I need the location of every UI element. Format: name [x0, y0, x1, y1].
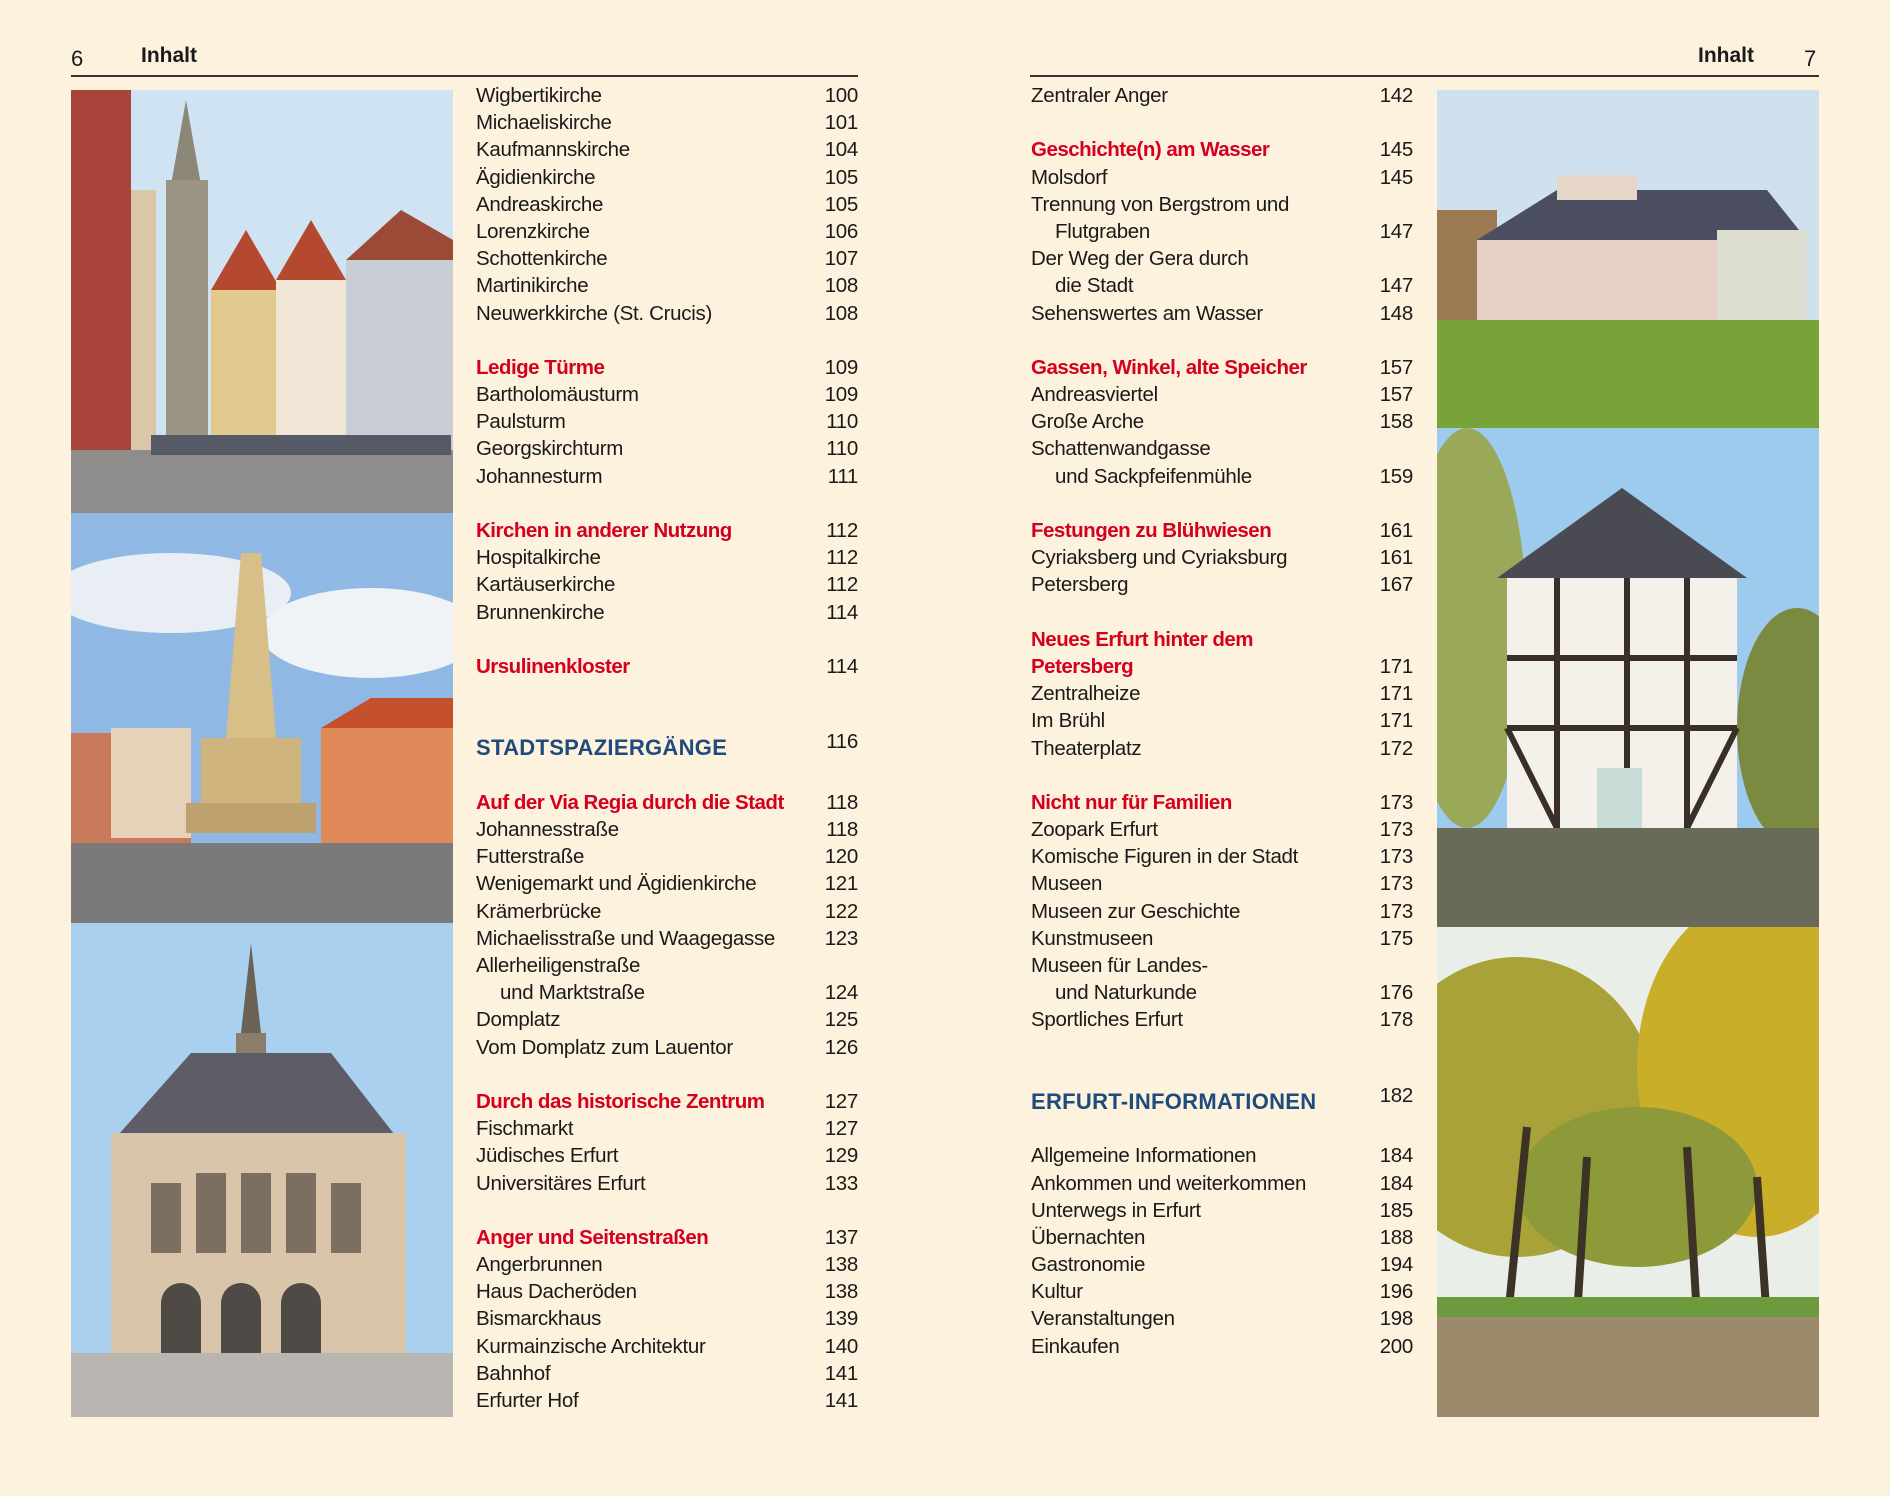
toc-entry[interactable] [476, 1034, 858, 1061]
entry-title: Johannesturm [476, 464, 603, 488]
toc-entry[interactable] [476, 136, 858, 163]
entry-page-number: 173 [1379, 872, 1413, 896]
toc-entry[interactable] [476, 218, 858, 245]
entry-title: Große Arche [1031, 410, 1144, 434]
entry-title: Anger und Seitenstraßen [476, 1225, 709, 1249]
entry-page-number: 173 [1379, 818, 1413, 842]
toc-entry[interactable] [476, 300, 858, 327]
entry-page-number: 161 [1379, 519, 1413, 542]
entry-page-number: 171 [1379, 682, 1413, 706]
toc-entry[interactable] [1031, 1006, 1413, 1033]
entry-title: Trennung von Bergstrom und [1031, 192, 1290, 216]
entry-title: Ankommen und weiterkommen [1031, 1171, 1307, 1195]
entry-title: Kirchen in anderer Nutzung [476, 519, 732, 542]
entry-title: Zoopark Erfurt [1031, 818, 1158, 842]
entry-page-number: 100 [824, 84, 858, 107]
toc-entry[interactable] [476, 191, 858, 218]
entry-title: Hospitalkirche [476, 546, 601, 570]
entry-title: Martinikirche [476, 274, 589, 298]
entry-page-number: 161 [1379, 546, 1413, 570]
toc-entry[interactable] [1031, 925, 1413, 952]
toc-entry[interactable] [476, 544, 858, 571]
entry-title: Futterstraße [476, 845, 585, 869]
entry-page-number: 171 [1379, 654, 1413, 678]
entry-title: Michaelisstraße und Waagegasse [476, 926, 776, 950]
header-rule-right [1030, 75, 1819, 77]
entry-page-number: 158 [1379, 410, 1413, 434]
entry-title: Erfurter Hof [476, 1389, 579, 1413]
toc-entry[interactable] [1031, 898, 1413, 925]
entry-title: Sportliches Erfurt [1031, 1008, 1183, 1032]
entry-page-number: 110 [826, 437, 858, 461]
entry-title: Kunstmuseen [1031, 926, 1154, 950]
toc-left-column [476, 82, 858, 1414]
page-number-left: 6 [71, 46, 84, 71]
toc-entry[interactable] [476, 816, 858, 843]
toc-entry[interactable] [476, 1278, 858, 1305]
toc-entry[interactable] [1031, 571, 1413, 598]
entry-page-number: 157 [1379, 355, 1413, 379]
toc-entry[interactable] [1031, 1305, 1413, 1332]
entry-title: Andreaskirche [476, 192, 604, 216]
entry-title: Festungen zu Blühwiesen [1031, 519, 1272, 542]
entry-page-number: 120 [824, 845, 858, 869]
entry-title: Cyriaksberg und Cyriaksburg [1031, 546, 1288, 570]
entry-page-number: 108 [824, 301, 858, 325]
toc-entry[interactable] [1031, 164, 1413, 191]
photo-street-with-tower [71, 90, 453, 513]
chapter-heading[interactable] [476, 1088, 858, 1115]
chapter-heading[interactable] [1031, 517, 1413, 544]
entry-page-number: 106 [824, 219, 858, 243]
page-number-right: 7 [1804, 46, 1817, 71]
toc-entry-continued[interactable] [1031, 463, 1413, 490]
entry-page-number: 124 [824, 981, 858, 1005]
toc-entry-continued[interactable] [476, 979, 858, 1006]
entry-page-number: 112 [826, 573, 858, 597]
toc-entry[interactable] [476, 381, 858, 408]
entry-title: Bismarckhaus [476, 1307, 602, 1331]
toc-entry[interactable] [476, 1305, 858, 1332]
entry-title: Schattenwandgasse [1031, 437, 1211, 461]
entry-page-number: 172 [1379, 736, 1413, 760]
toc-entry[interactable] [476, 870, 858, 897]
entry-title: Petersberg [1031, 654, 1134, 678]
entry-page-number: 184 [1379, 1144, 1413, 1168]
entry-title: Universitäres Erfurt [476, 1171, 646, 1195]
entry-page-number: 178 [1379, 1008, 1413, 1032]
entry-page-number: 157 [1379, 383, 1413, 407]
entry-title: Kultur [1031, 1280, 1083, 1304]
toc-entry[interactable] [476, 843, 858, 870]
entry-title: und Marktstraße [500, 981, 645, 1005]
entry-page-number: 104 [824, 138, 858, 162]
chapter-heading[interactable] [1031, 136, 1413, 163]
entry-title: Neuwerkkirche (St. Crucis) [476, 301, 712, 325]
entry-page-number: 109 [824, 383, 858, 407]
entry-page-number: 200 [1379, 1334, 1413, 1358]
entry-page-number: 173 [1379, 845, 1413, 869]
entry-title: Flutgraben [1055, 219, 1151, 243]
entry-title: Kartäuserkirche [476, 573, 616, 597]
toc-entry[interactable] [476, 435, 858, 462]
entry-title: Allerheiligenstraße [476, 954, 641, 978]
entry-title: Der Weg der Gera durch [1031, 247, 1249, 271]
toc-entry[interactable] [1031, 870, 1413, 897]
photo-half-timbered-house [1437, 428, 1819, 927]
entry-page-number: 141 [824, 1389, 858, 1413]
entry-page-number: 125 [824, 1008, 858, 1032]
entry-page-number: 147 [1379, 274, 1413, 298]
photo-town-hall [71, 923, 453, 1417]
toc-entry[interactable] [1031, 816, 1413, 843]
entry-title: die Stadt [1055, 274, 1134, 298]
chapter-heading[interactable] [476, 354, 858, 381]
entry-page-number: 111 [827, 464, 858, 488]
entry-title: Neues Erfurt hinter dem [1031, 627, 1254, 651]
entry-title: Krämerbrücke [476, 899, 602, 923]
entry-page-number: 126 [824, 1035, 858, 1059]
entry-page-number: 167 [1379, 573, 1413, 597]
entry-page-number: 118 [826, 790, 858, 814]
entry-title: Ägidienkirche [476, 165, 596, 189]
entry-title: Ursulinenkloster [476, 654, 630, 678]
entry-page-number [1369, 245, 1413, 272]
entry-page-number [1369, 191, 1413, 218]
entry-page-number: 173 [1379, 899, 1413, 923]
entry-page-number: 116 [826, 730, 858, 754]
toc-entry[interactable] [1031, 82, 1413, 109]
header-rule-left [71, 75, 858, 77]
entry-title: Lorenzkirche [476, 219, 590, 243]
toc-entry[interactable] [476, 898, 858, 925]
toc-entry[interactable] [476, 1115, 858, 1142]
toc-entry[interactable] [1031, 952, 1413, 979]
entry-title: Durch das historische Zentrum [476, 1089, 765, 1113]
entry-page-number: 118 [826, 818, 858, 842]
toc-entry[interactable] [476, 599, 858, 626]
toc-entry[interactable] [476, 952, 858, 979]
toc-entry[interactable] [476, 1360, 858, 1387]
entry-page-number: 129 [824, 1144, 858, 1168]
entry-title: Kaufmannskirche [476, 138, 630, 162]
entry-title: Wenigemarkt und Ägidienkirche [476, 872, 757, 896]
entry-title: Bahnhof [476, 1361, 551, 1385]
entry-page-number: 182 [1379, 1083, 1413, 1107]
chapter-heading[interactable] [1031, 789, 1413, 816]
toc-entry[interactable] [1031, 1278, 1413, 1305]
entry-title: Sehenswertes am Wasser [1031, 301, 1263, 325]
entry-page-number: 141 [824, 1361, 858, 1385]
toc-entry-continued[interactable] [1031, 979, 1413, 1006]
toc-entry[interactable] [1031, 1197, 1413, 1224]
entry-title: Gastronomie [1031, 1253, 1146, 1277]
entry-page-number: 105 [824, 192, 858, 216]
entry-page-number: 145 [1379, 138, 1413, 162]
photo-molsdorf-palace [1437, 90, 1819, 428]
entry-title: Einkaufen [1031, 1334, 1120, 1358]
entry-title: und Sackpfeifenmühle [1055, 464, 1252, 488]
entry-page-number: 185 [1379, 1198, 1413, 1222]
toc-entry[interactable] [1031, 544, 1413, 571]
toc-entry[interactable] [476, 571, 858, 598]
toc-entry[interactable] [476, 925, 858, 952]
entry-page-number [1369, 435, 1413, 462]
entry-page-number: 123 [824, 926, 858, 950]
toc-entry[interactable] [476, 1170, 858, 1197]
entry-page-number: 138 [824, 1253, 858, 1277]
toc-entry[interactable] [476, 1387, 858, 1414]
entry-page-number: 127 [824, 1117, 858, 1141]
toc-right-column [1031, 82, 1413, 1360]
running-head-right: Inhalt [1698, 44, 1754, 67]
entry-page-number: 194 [1379, 1253, 1413, 1277]
entry-page-number: 142 [1379, 84, 1413, 107]
toc-entry[interactable] [476, 408, 858, 435]
toc-entry[interactable] [1031, 1142, 1413, 1169]
entry-title: Gassen, Winkel, alte Speicher [1031, 355, 1307, 379]
toc-entry[interactable] [1031, 1251, 1413, 1278]
toc-entry[interactable] [476, 1333, 858, 1360]
entry-page-number: 108 [824, 274, 858, 298]
entry-page-number: 112 [826, 546, 858, 570]
entry-title: Wigbertikirche [476, 84, 602, 107]
entry-title: und Naturkunde [1055, 981, 1197, 1005]
entry-page-number: 137 [824, 1225, 858, 1249]
photo-autumn-park [1437, 927, 1819, 1417]
toc-entry-continued[interactable] [1031, 272, 1413, 299]
toc-entry[interactable] [476, 1142, 858, 1169]
entry-title: Zentralheize [1031, 682, 1141, 706]
entry-title: Schottenkirche [476, 247, 608, 271]
entry-page-number: 122 [824, 899, 858, 923]
chapter-heading[interactable] [476, 653, 858, 680]
entry-title: Ledige Türme [476, 355, 605, 379]
toc-entry[interactable] [1031, 843, 1413, 870]
toc-entry[interactable] [1031, 1170, 1413, 1197]
toc-entry[interactable] [1031, 735, 1413, 762]
entry-page-number: 133 [824, 1171, 858, 1195]
toc-entry-continued[interactable] [1031, 218, 1413, 245]
entry-title: Zentraler Anger [1031, 84, 1168, 107]
entry-page-number: 188 [1379, 1225, 1413, 1249]
entry-page-number: 198 [1379, 1307, 1413, 1331]
entry-title: ERFURT-INFORMATIONEN [1031, 1088, 1317, 1114]
entry-title: Allgemeine Informationen [1031, 1144, 1257, 1168]
toc-entry[interactable] [476, 1006, 858, 1033]
entry-page-number: 107 [824, 247, 858, 271]
photo-obelisk-square [71, 513, 453, 923]
entry-title: Museen zur Geschichte [1031, 899, 1241, 923]
toc-entry[interactable] [1031, 408, 1413, 435]
toc-entry[interactable] [1031, 191, 1413, 218]
entry-title: Georgskirchturm [476, 437, 624, 461]
entry-page-number [814, 952, 858, 979]
entry-title: Angerbrunnen [476, 1253, 603, 1277]
chapter-heading[interactable] [476, 789, 858, 816]
entry-page-number: 127 [824, 1089, 858, 1113]
entry-title: Unterwegs in Erfurt [1031, 1198, 1201, 1222]
entry-page-number: 121 [824, 872, 858, 896]
entry-title: Geschichte(n) am Wasser [1031, 138, 1270, 162]
entry-title: Johannesstraße [476, 818, 619, 842]
chapter-heading-continued[interactable] [1031, 653, 1413, 680]
entry-title: Haus Dacheröden [476, 1280, 637, 1304]
toc-entry[interactable] [476, 272, 858, 299]
entry-title: Vom Domplatz zum Lauentor [476, 1035, 733, 1059]
toc-entry[interactable] [1031, 435, 1413, 462]
entry-title: Jüdisches Erfurt [476, 1144, 619, 1168]
entry-page-number: 112 [826, 519, 858, 542]
toc-entry[interactable] [1031, 1333, 1413, 1360]
entry-title: Kurmainzische Architektur [476, 1334, 706, 1358]
entry-page-number: 175 [1379, 926, 1413, 950]
toc-entry[interactable] [476, 164, 858, 191]
entry-title: Molsdorf [1031, 165, 1108, 189]
entry-page-number: 173 [1379, 790, 1413, 814]
entry-page-number: 145 [1379, 165, 1413, 189]
entry-title: Museen [1031, 872, 1103, 896]
entry-title: Fischmarkt [476, 1117, 574, 1141]
entry-title: Im Brühl [1031, 709, 1105, 733]
chapter-heading[interactable] [1031, 354, 1413, 381]
entry-page-number: 109 [824, 355, 858, 379]
entry-page-number: 148 [1379, 301, 1413, 325]
entry-page-number: 147 [1379, 219, 1413, 243]
entry-page-number [1369, 626, 1413, 653]
entry-title: Auf der Via Regia durch die Stadt [476, 790, 784, 814]
toc-entry[interactable] [1031, 300, 1413, 327]
entry-page-number: 105 [824, 165, 858, 189]
section-heading[interactable] [476, 728, 858, 761]
section-heading-block [1031, 1034, 1413, 1143]
chapter-heading[interactable] [476, 517, 858, 544]
toc-entry[interactable] [1031, 680, 1413, 707]
toc-entry[interactable] [476, 463, 858, 490]
toc-entry[interactable] [1031, 707, 1413, 734]
toc-entry[interactable] [1031, 381, 1413, 408]
entry-page-number: 196 [1379, 1280, 1413, 1304]
section-heading[interactable] [1031, 1082, 1413, 1114]
entry-title: Veranstaltungen [1031, 1307, 1175, 1331]
entry-page-number: 139 [824, 1307, 858, 1331]
entry-page-number [1369, 952, 1413, 979]
entry-title: Andreasviertel [1031, 383, 1158, 407]
entry-title: Domplatz [476, 1008, 561, 1032]
entry-title: Petersberg [1031, 573, 1129, 597]
entry-page-number: 110 [826, 410, 858, 434]
entry-title: Bartholomäusturm [476, 383, 639, 407]
entry-page-number: 171 [1379, 709, 1413, 733]
entry-title: Michaeliskirche [476, 111, 612, 135]
entry-page-number: 114 [826, 654, 858, 678]
entry-page-number: 140 [824, 1334, 858, 1358]
chapter-heading[interactable] [1031, 626, 1413, 653]
toc-entry[interactable] [1031, 245, 1413, 272]
entry-page-number: 184 [1379, 1171, 1413, 1195]
toc-entry[interactable] [1031, 1224, 1413, 1251]
entry-page-number: 176 [1379, 981, 1413, 1005]
entry-page-number: 114 [826, 600, 858, 624]
entry-page-number: 101 [824, 111, 858, 135]
toc-entry[interactable] [476, 109, 858, 136]
entry-title: Museen für Landes- [1031, 954, 1208, 977]
running-head-left: Inhalt [141, 44, 197, 67]
entry-title: Brunnenkirche [476, 600, 605, 624]
toc-entry[interactable] [476, 245, 858, 272]
entry-title: Komische Figuren in der Stadt [1031, 845, 1299, 869]
toc-entry[interactable] [476, 1251, 858, 1278]
entry-title: STADTSPAZIERGÄNGE [476, 735, 728, 761]
entry-title: Paulsturm [476, 410, 566, 434]
toc-entry[interactable] [476, 82, 858, 109]
entry-title: Nicht nur für Familien [1031, 790, 1232, 814]
section-heading-block [476, 680, 858, 789]
entry-page-number: 159 [1379, 464, 1413, 488]
chapter-heading[interactable] [476, 1224, 858, 1251]
entry-title: Übernachten [1031, 1225, 1146, 1249]
entry-page-number: 138 [824, 1280, 858, 1304]
entry-title: Theaterplatz [1031, 736, 1142, 760]
